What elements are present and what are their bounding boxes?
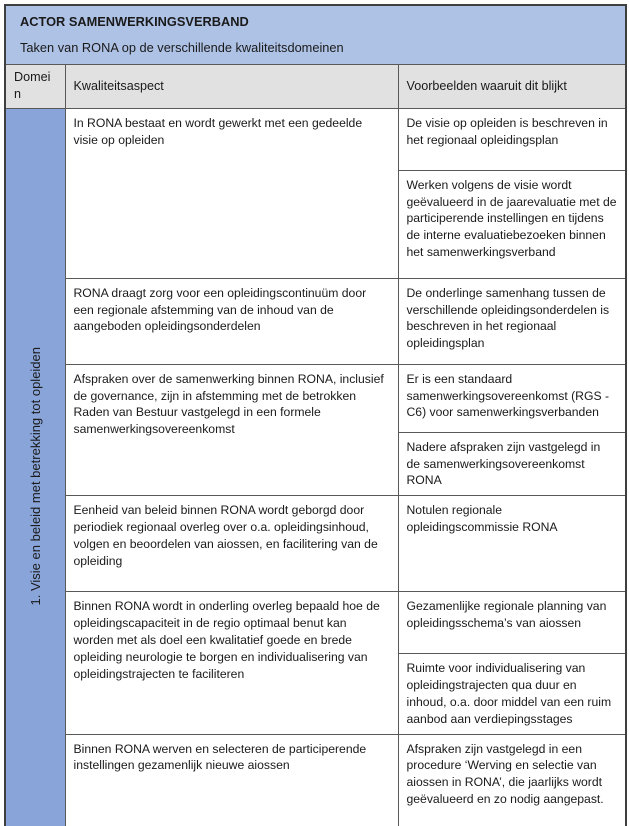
table-row	[5, 108, 626, 170]
column-header-row	[5, 65, 626, 109]
table-subtitle: Taken van RONA op de verschillende kwaliteitsdomeinen	[20, 40, 344, 55]
aspect-cell: Afspraken over de samenwerking binnen RONA, inclusief de governance, zijn in afstemming met de betrokken Raden van Bestuur vastgelegd in een formele samenwerkingsovereenkomst	[65, 364, 398, 495]
example-cell: Nadere afspraken zijn vastgelegd in de samenwerkingsovereenkomst RONA	[398, 432, 626, 495]
example-cell: Werken volgens de visie wordt geëvalueerd in de jaarevaluatie met de participerende instellingen en tijdens de interne evaluatiebezoeken binnen het samenwerkingsverband	[398, 170, 626, 278]
domain-label: 1. Visie en beleid met betrekking tot opleiden	[27, 346, 43, 606]
example-cell: De visie op opleiden is beschreven in het regionaal opleidingsplan	[398, 108, 626, 170]
example-cell: Notulen regionale opleidingscommissie RONA	[398, 496, 626, 592]
table-row	[5, 278, 626, 364]
example-cell: Ruimte voor individualisering van opleidingstrajecten qua duur en inhoud, o.a. door middel van een ruim aanbod aan verdiepingsstages	[398, 654, 626, 734]
table-row	[5, 592, 626, 654]
quality-domains-table	[4, 4, 627, 826]
aspect-cell: In RONA bestaat en wordt gewerkt met een gedeelde visie op opleiden	[65, 108, 398, 278]
aspect-cell: Binnen RONA werven en selecteren de participerende instellingen gezamenlijk nieuwe aiossen	[65, 734, 398, 826]
aspect-cell: Eenheid van beleid binnen RONA wordt geborgd door periodiek regionaal overleg over o.a. opleidingsinhoud, volgen en beoordelen van aiossen, en facilitering van de opleiding	[65, 496, 398, 592]
column-header-domein: Domein	[5, 65, 65, 109]
example-cell: Er is een standaard samenwerkingsovereenkomst (RGS - C6) voor samenwerkingsverbanden	[398, 364, 626, 432]
example-cell: Afspraken zijn vastgelegd in een procedure ‘Werving en selectie van aiossen in RONA’, die jaarlijks wordt geëvalueerd en zo nodig aangepast.	[398, 734, 626, 826]
title-row	[5, 5, 626, 65]
table-header-cell	[5, 5, 626, 65]
example-cell: De onderlinge samenhang tussen de verschillende opleidingsonderdelen is beschreven in het regionaal opleidingsplan	[398, 278, 626, 364]
column-header-kwaliteitsaspect: Kwaliteitsaspect	[65, 65, 398, 109]
column-header-voorbeelden: Voorbeelden waaruit dit blijkt	[398, 65, 626, 109]
table-title: ACTOR SAMENWERKINGSVERBAND	[20, 14, 249, 30]
domain-cell	[5, 108, 65, 826]
table-row	[5, 496, 626, 592]
aspect-cell: RONA draagt zorg voor een opleidingscontinuüm door een regionale afstemming van de inhoud van de aangeboden opleidingsonderdelen	[65, 278, 398, 364]
example-cell: Gezamenlijke regionale planning van opleidingsschema’s van aiossen	[398, 592, 626, 654]
aspect-cell: Binnen RONA wordt in onderling overleg bepaald hoe de opleidingscapaciteit in de regio optimaal benut kan worden met als doel een kwalitatief goede en brede opleiding neurologie te borgen en individualisering van opleidingstrajecten te faciliteren	[65, 592, 398, 734]
table-row	[5, 364, 626, 432]
table-row	[5, 734, 626, 826]
